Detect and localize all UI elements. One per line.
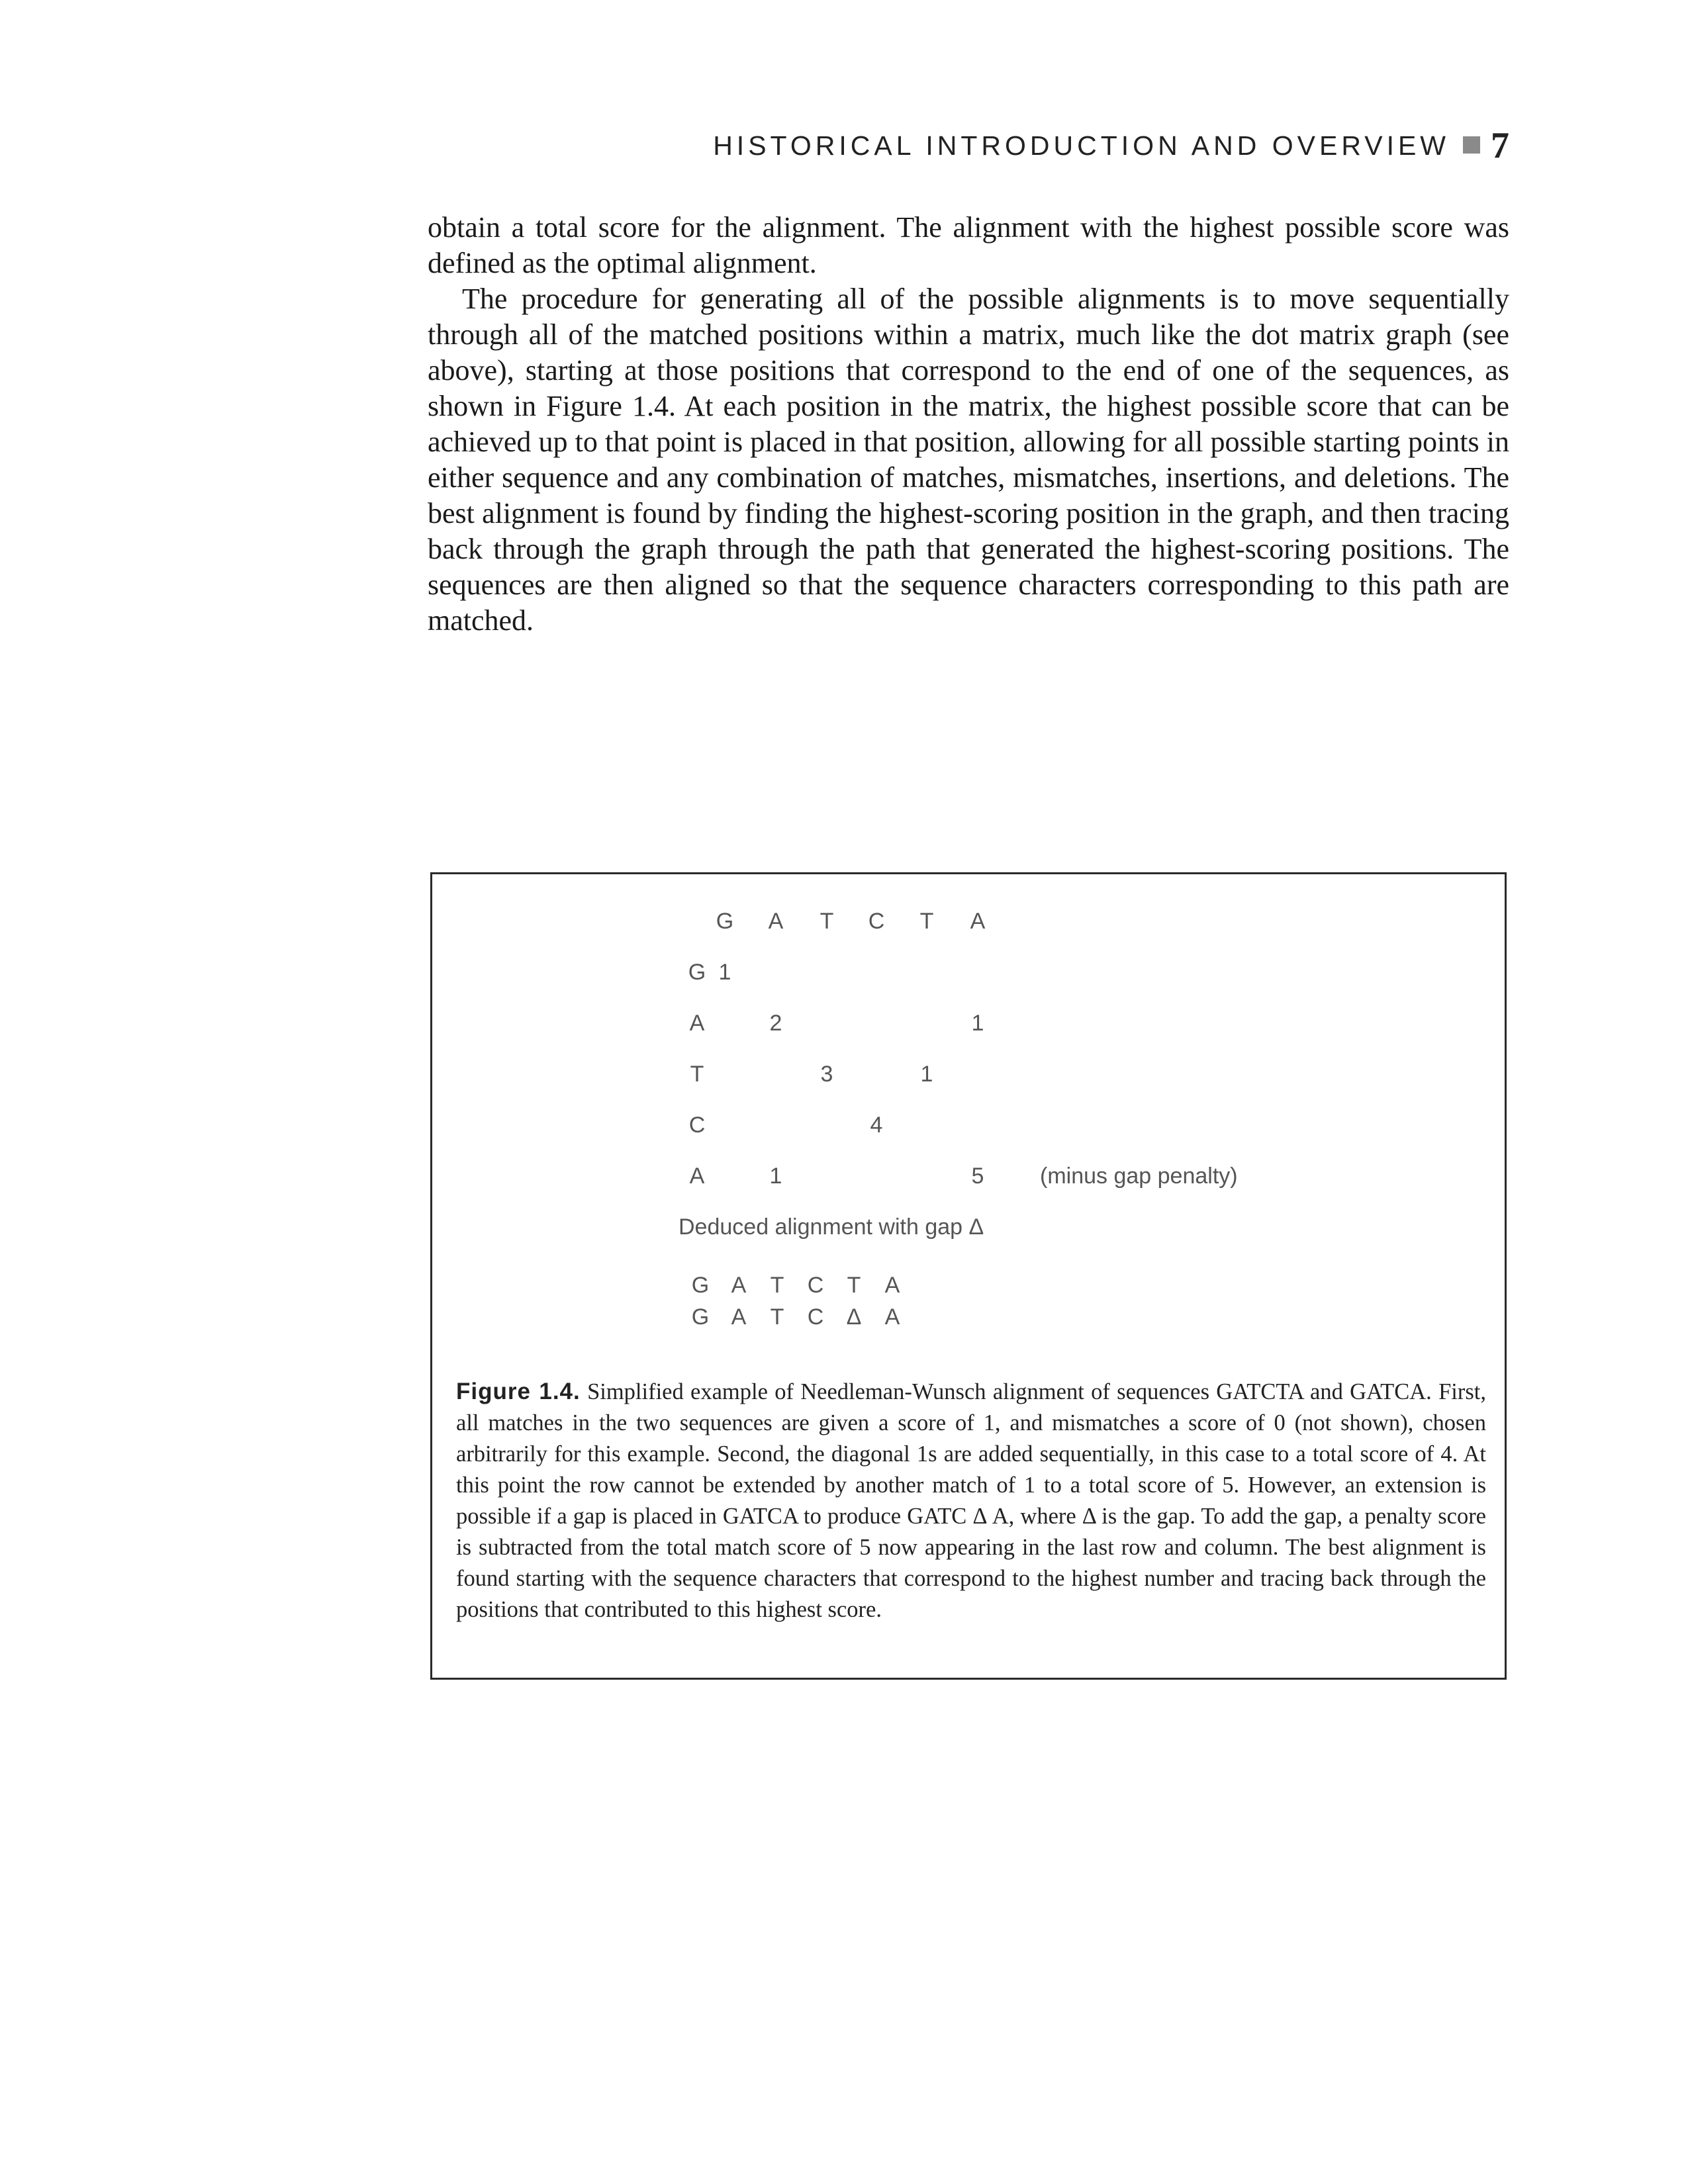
figure-caption [456, 1376, 1486, 1625]
matrix-cell-score: 1 [769, 1163, 782, 1189]
matrix-column-header: C [868, 909, 885, 934]
deduced-alignment-label: Deduced alignment with gap Δ [679, 1214, 984, 1240]
alignment-bottom-residue: A [884, 1304, 900, 1330]
figure-1-4 [430, 872, 1507, 1680]
gap-penalty-note: (minus gap penalty) [1040, 1163, 1238, 1189]
figure-caption-text: Simplified example of Needleman-Wunsch alignment of sequences GATCTA and GATCA. First, all matches in the two sequences are given a score of 1, and mismatches a score of 0 (not shown), chosen arbitrarily for this example. Second, the diagonal 1s are added sequentially, in this case to a total score of 4. At this point the row cannot be extended by another match of 1 to a total score of 5. However, an extension is possible if a gap is placed in GATCA to produce GATC Δ A, where Δ is the gap. To add the gap, a penalty score is subtracted from the total match score of 5 now appearing in the last row and column. The best alignment is found starting with the sequence characters that correspond to the highest number and tracing back through the positions that contributed to this highest score. [456, 1379, 1486, 1622]
alignment-bottom-residue: C [807, 1304, 824, 1330]
alignment-bottom-residue: T [770, 1304, 784, 1330]
alignment-top-residue: T [770, 1273, 784, 1298]
matrix-row-header: G [688, 960, 706, 985]
running-head [424, 127, 1509, 164]
alignment-bottom-residue: G [691, 1304, 710, 1330]
matrix-column-header: T [919, 909, 934, 934]
square-bullet-icon [1463, 136, 1480, 154]
figure-label: Figure 1.4. [456, 1379, 581, 1404]
matrix-row-header: C [688, 1113, 706, 1138]
paragraph: obtain a total score for the alignment. The alignment with the highest possible score was defined as the optimal alignment. [428, 211, 1509, 279]
matrix-column-header: A [970, 909, 986, 934]
matrix-column-header: A [768, 909, 784, 934]
matrix-row-header: T [690, 1062, 704, 1087]
alignment-bottom-residue: Δ [846, 1304, 862, 1330]
paragraph: The procedure for generating all of the possible alignments is to move sequentially through all of the matched positions within a matrix, much like the dot matrix graph (see above), starting at those positions that correspond to the end of one of the sequences, as shown in Figure 1.4. At each position in the matrix, the highest possible score that can be achieved up to that point is placed in that position, allowing for all possible starting points in either sequence and any combination of matches, mismatches, insertions, and deletions. The best alignment is found by finding the highest-scoring position in the graph, and then tracing back through the graph through the path that generated the highest-scoring positions. The sequences are then aligned so that the sequence characters corresponding to this path are matched. [428, 283, 1509, 637]
alignment-top-residue: A [884, 1273, 900, 1298]
matrix-cell-score: 1 [718, 960, 731, 985]
matrix-cell-score: 1 [920, 1062, 933, 1087]
matrix-cell-score: 3 [820, 1062, 833, 1087]
matrix-row-header: A [689, 1011, 705, 1036]
alignment-top-residue: G [691, 1273, 710, 1298]
alignment-bottom-residue: A [731, 1304, 747, 1330]
alignment-matrix [432, 874, 1505, 1377]
matrix-column-header: T [820, 909, 834, 934]
matrix-cell-score: 4 [870, 1113, 883, 1138]
alignment-top-residue: T [847, 1273, 861, 1298]
running-head-title: HISTORICAL INTRODUCTION AND OVERVIEW [713, 130, 1450, 161]
page-number: 7 [1491, 125, 1509, 166]
matrix-cell-score: 5 [971, 1163, 984, 1189]
body-text [428, 210, 1509, 639]
alignment-top-residue: C [807, 1273, 824, 1298]
matrix-cell-score: 2 [769, 1011, 782, 1036]
alignment-top-residue: A [731, 1273, 747, 1298]
matrix-column-header: G [716, 909, 734, 934]
matrix-cell-score: 1 [971, 1011, 984, 1036]
matrix-row-header: A [689, 1163, 705, 1189]
